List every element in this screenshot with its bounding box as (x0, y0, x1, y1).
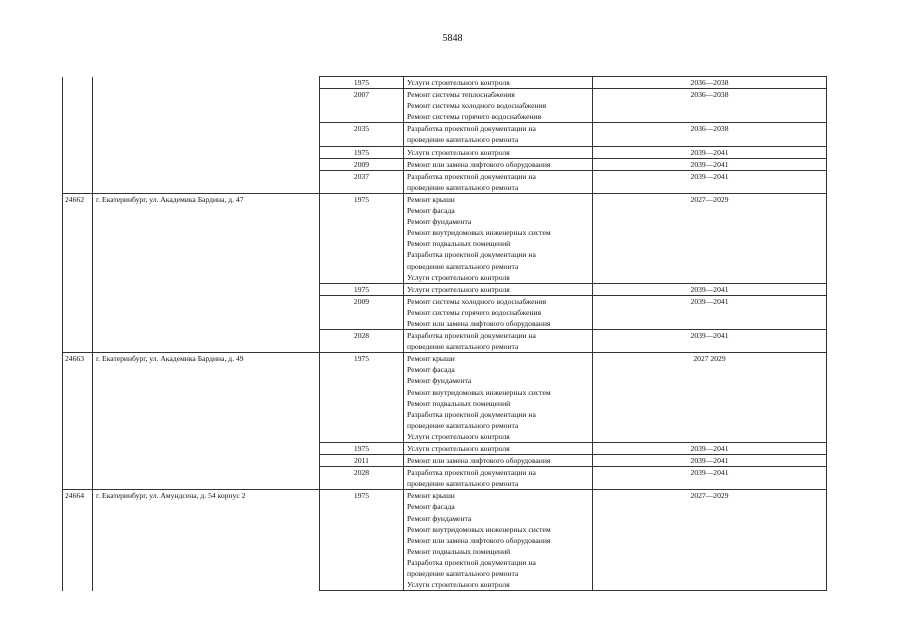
house-address: г. Екатеринбург, ул. Академика Бардина, д. 47 (96, 194, 244, 204)
work-type-cell (404, 455, 593, 467)
year-cell: 1975 (320, 146, 404, 158)
work-item: Ремонт внутридомовых инженерных систем (407, 387, 551, 397)
house-id-cell (63, 89, 93, 123)
period-cell: 2039—2041 (593, 467, 827, 490)
address-cell (93, 353, 320, 443)
address-cell (93, 443, 320, 455)
work-type-cell (404, 77, 593, 89)
work-type-cell (404, 123, 593, 146)
period-cell: 2039—2041 (593, 283, 827, 295)
table-row (63, 490, 827, 591)
work-type-cell (404, 330, 593, 353)
table-row (63, 146, 827, 158)
year-cell: 2011 (320, 455, 404, 467)
table-body (63, 77, 827, 591)
address-cell (93, 89, 320, 123)
house-id-cell (63, 283, 93, 295)
work-item: проведение капитального ремонта (407, 342, 519, 352)
table-row (63, 89, 827, 123)
period-cell: 2036—2038 (593, 123, 827, 146)
table-row (63, 467, 827, 490)
period-cell: 2027 2029 (593, 353, 827, 443)
house-id-cell (63, 158, 93, 170)
address-cell (93, 170, 320, 193)
house-id-cell (63, 467, 93, 490)
house-id-cell (63, 330, 93, 353)
work-item: проведение капитального ремонта (407, 261, 519, 271)
work-item: Ремонт фасада (407, 206, 455, 216)
year-cell: 1975 (320, 77, 404, 89)
address-cell (93, 283, 320, 295)
work-item: Ремонт или замена лифтового оборудования (407, 159, 551, 169)
year-cell: 2037 (320, 170, 404, 193)
work-item: Разработка проектной документации на (407, 124, 536, 134)
table-row (63, 443, 827, 455)
work-item: Разработка проектной документации на (407, 557, 536, 567)
house-id-cell (63, 490, 93, 591)
work-type-cell (404, 443, 593, 455)
work-item: Разработка проектной документации на (407, 468, 536, 478)
work-item: Разработка проектной документации на (407, 331, 536, 341)
year-cell: 2007 (320, 89, 404, 123)
work-item: Ремонт крыши (407, 491, 455, 501)
work-type-cell (404, 467, 593, 490)
work-type-cell (404, 490, 593, 591)
house-id-cell (63, 295, 93, 329)
work-item: Ремонт крыши (407, 354, 455, 364)
work-item: Ремонт подвальных помещений (407, 546, 511, 556)
work-type-cell (404, 158, 593, 170)
work-item: Ремонт системы холодного водоснабжения (407, 296, 547, 306)
house-id-cell (63, 455, 93, 467)
work-item: Ремонт фундамента (407, 217, 472, 227)
address-cell (93, 455, 320, 467)
work-item: Ремонт внутридомовых инженерных систем (407, 524, 551, 534)
table-row (63, 283, 827, 295)
work-item: Ремонт фасада (407, 502, 455, 512)
work-type-cell (404, 193, 593, 283)
work-item: Ремонт или замена лифтового оборудования (407, 318, 551, 328)
house-id-cell (63, 146, 93, 158)
period-cell: 2027—2029 (593, 490, 827, 591)
house-id: 24663 (65, 354, 84, 364)
period-cell: 2039—2041 (593, 330, 827, 353)
address-cell (93, 77, 320, 89)
year-cell: 1975 (320, 193, 404, 283)
year-cell: 1975 (320, 283, 404, 295)
period-cell: 2039—2041 (593, 295, 827, 329)
table-row (63, 353, 827, 443)
work-item: Услуги строительного контроля (407, 284, 510, 294)
address-cell (93, 158, 320, 170)
work-item: Услуги строительного контроля (407, 78, 510, 87)
work-item: Ремонт крыши (407, 194, 455, 204)
address-cell (93, 295, 320, 329)
address-cell (93, 123, 320, 146)
period-cell: 2039—2041 (593, 170, 827, 193)
table-row (63, 158, 827, 170)
table-row (63, 77, 827, 89)
year-cell: 1975 (320, 443, 404, 455)
work-item: Ремонт внутридомовых инженерных систем (407, 228, 551, 238)
work-type-cell (404, 170, 593, 193)
work-item: Ремонт подвальных помещений (407, 239, 511, 249)
work-type-cell (404, 353, 593, 443)
period-cell: 2039—2041 (593, 455, 827, 467)
house-address: г. Екатеринбург, ул. Амундсена, д. 54 корпус 2 (96, 491, 246, 501)
work-item: Ремонт фундамента (407, 376, 472, 386)
capital-repair-table (62, 76, 827, 591)
period-cell: 2039—2041 (593, 158, 827, 170)
work-type-cell (404, 283, 593, 295)
address-cell (93, 490, 320, 591)
work-item: проведение капитального ремонта (407, 479, 519, 489)
work-item: Разработка проектной документации на (407, 409, 536, 419)
period-cell: 2039—2041 (593, 146, 827, 158)
work-item: Разработка проектной документации на (407, 171, 536, 181)
house-id-cell (63, 77, 93, 89)
period-cell: 2036—2038 (593, 77, 827, 89)
work-type-cell (404, 146, 593, 158)
work-item: Ремонт системы теплоснабжения (407, 90, 515, 100)
period-cell: 2027—2029 (593, 193, 827, 283)
work-item: Ремонт или замена лифтового оборудования (407, 535, 551, 545)
work-item: Ремонт системы горячего водоснабжения (407, 307, 542, 317)
period-cell: 2039—2041 (593, 443, 827, 455)
period-cell: 2036—2038 (593, 89, 827, 123)
work-item: Услуги строительного контроля (407, 272, 510, 282)
house-id-cell (63, 123, 93, 146)
work-item: проведение капитального ремонта (407, 569, 519, 579)
table-row (63, 295, 827, 329)
work-item: проведение капитального ремонта (407, 135, 519, 145)
year-cell: 2035 (320, 123, 404, 146)
house-id-cell (63, 170, 93, 193)
table-row (63, 330, 827, 353)
address-cell (93, 330, 320, 353)
year-cell: 2028 (320, 467, 404, 490)
house-id-cell (63, 353, 93, 443)
work-type-cell (404, 89, 593, 123)
work-item: Услуги строительного контроля (407, 147, 510, 157)
house-id-cell (63, 193, 93, 283)
house-id: 24664 (65, 491, 84, 501)
work-type-cell (404, 295, 593, 329)
work-item: проведение капитального ремонта (407, 420, 519, 430)
work-item: Ремонт или замена лифтового оборудования (407, 456, 551, 466)
year-cell: 2009 (320, 158, 404, 170)
work-item: Разработка проектной документации на (407, 250, 536, 260)
page-number: 5848 (442, 33, 463, 44)
house-id: 24662 (65, 194, 84, 204)
house-id-cell (63, 443, 93, 455)
table-row (63, 455, 827, 467)
address-cell (93, 193, 320, 283)
work-item: Ремонт системы холодного водоснабжения (407, 101, 547, 111)
work-item: Услуги строительного контроля (407, 580, 510, 590)
address-cell (93, 467, 320, 490)
table-row (63, 123, 827, 146)
year-cell: 1975 (320, 353, 404, 443)
work-item: Услуги строительного контроля (407, 431, 510, 441)
work-item: Ремонт фасада (407, 365, 455, 375)
work-item: Ремонт подвальных помещений (407, 398, 511, 408)
year-cell: 1975 (320, 490, 404, 591)
year-cell: 2028 (320, 330, 404, 353)
work-item: проведение капитального ремонта (407, 182, 519, 192)
table-row (63, 193, 827, 283)
year-cell: 2009 (320, 295, 404, 329)
house-address: г. Екатеринбург, ул. Академика Бардина, д. 49 (96, 354, 244, 364)
work-item: Услуги строительного контроля (407, 444, 510, 453)
address-cell (93, 146, 320, 158)
table-row (63, 170, 827, 193)
work-item: Ремонт системы горячего водоснабжения (407, 112, 542, 122)
work-item: Ремонт фундамента (407, 513, 472, 523)
